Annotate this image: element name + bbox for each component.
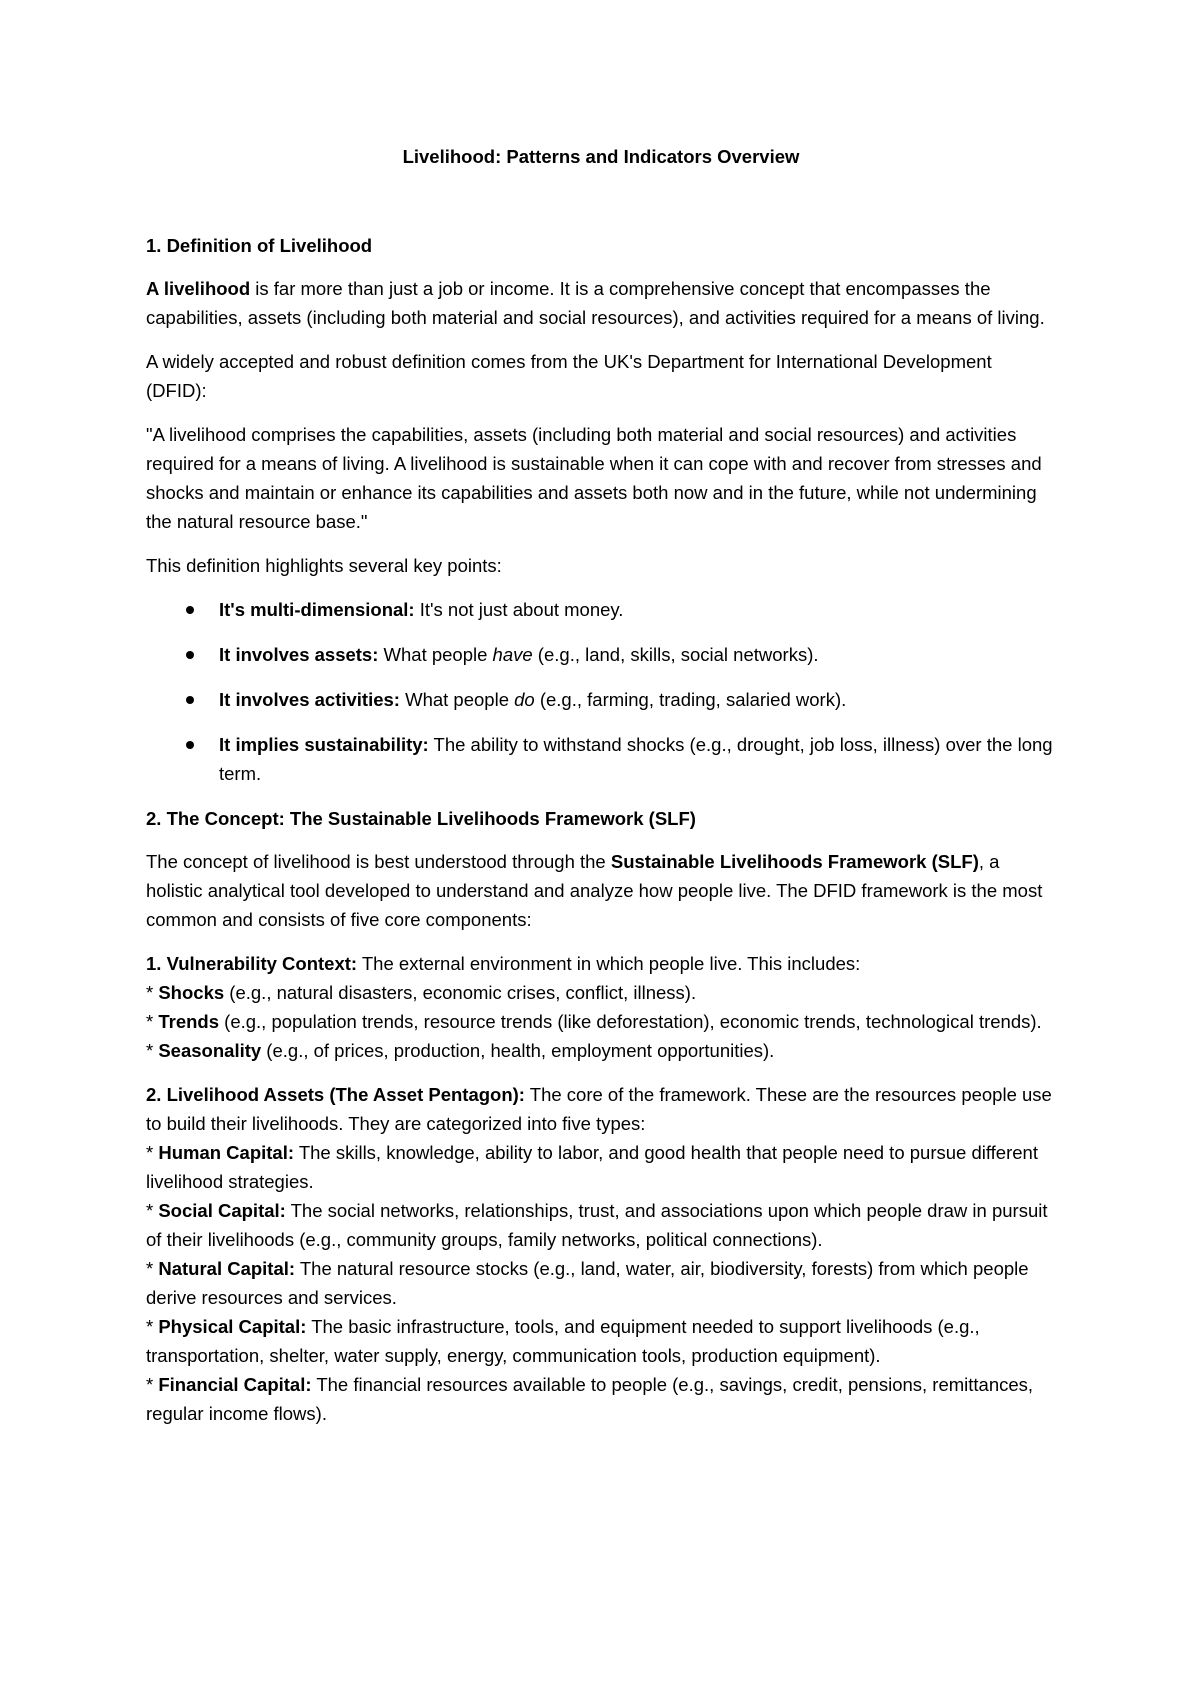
bullet-icon — [186, 696, 194, 704]
list-item: * Seasonality (e.g., of prices, production, health, employment opportunities). — [146, 1040, 775, 1061]
vulnerability-item-text: (e.g., population trends, resource trends (like deforestation), economic trends, technological trends). — [219, 1011, 1042, 1032]
asset-item-text: The social networks, relationships, trust, and associations upon which people draw in pursuit of their livelihoods (e.g., community groups, family networks, political connections). — [146, 1200, 1048, 1250]
slf-intro-paragraph — [146, 847, 1056, 934]
list-item: * Shocks (e.g., natural disasters, economic crises, conflict, illness). — [146, 982, 697, 1003]
livelihood-intro-paragraph — [146, 274, 1056, 332]
asset-item-label: Natural Capital: — [158, 1258, 296, 1279]
asset-item-text: The natural resource stocks (e.g., land, water, air, biodiversity, forests) from which people derive resources and services. — [146, 1258, 1029, 1308]
section-1-heading: 1. Definition of Livelihood — [146, 235, 373, 256]
dfid-intro-paragraph: A widely accepted and robust definition comes from the UK's Department for International Development (DFID): — [146, 351, 992, 401]
keypoints-intro: This definition highlights several key points: — [146, 555, 502, 576]
vulnerability-item-label: Seasonality — [158, 1040, 262, 1061]
document-title: Livelihood: Patterns and Indicators Overview — [402, 146, 800, 167]
dfid-quote-paragraph: "A livelihood comprises the capabilities, assets (including both material and social resources) and activities required for a means of living. A livelihood is sustainable when it can cope with and recover from stresses and shocks and maintain or enhance its capabilities and assets both now and in the future, while not undermining the natural resource base." — [146, 424, 1042, 532]
keypoint-label: It implies sustainability: — [219, 734, 429, 755]
keypoint-text-post: (e.g., land, skills, social networks). — [532, 644, 819, 665]
vulnerability-context-block — [146, 949, 1056, 1065]
vulnerability-item-text: (e.g., of prices, production, health, employment opportunities). — [261, 1040, 775, 1061]
keypoint-text-post: (e.g., farming, trading, salaried work). — [534, 689, 847, 710]
list-item: * Natural Capital: The natural resource stocks (e.g., land, water, air, biodiversity, forests) from which people derive resources and services. — [146, 1258, 1029, 1308]
list-item: * Social Capital: The social networks, relationships, trust, and associations upon which people draw in pursuit of their livelihoods (e.g., community groups, family networks, political connections). — [146, 1200, 1048, 1250]
vulnerability-label: 1. Vulnerability Context: — [146, 953, 358, 974]
vulnerability-header — [146, 949, 1056, 978]
asset-item-text: The basic infrastructure, tools, and equipment needed to support livelihoods (e.g., transportation, shelter, water supply, energy, communication tools, production equipment). — [146, 1316, 980, 1366]
bullet-icon — [186, 651, 194, 659]
list-item — [146, 730, 1056, 788]
bullet-icon — [186, 606, 194, 614]
keypoint-text: What people — [378, 644, 493, 665]
list-item — [146, 685, 1056, 714]
assets-label: 2. Livelihood Assets (The Asset Pentagon): — [146, 1084, 525, 1105]
vulnerability-item-label: Trends — [158, 1011, 220, 1032]
keypoint-text: The ability to withstand shocks (e.g., drought, job loss, illness) over the long term. — [219, 734, 1053, 784]
intro-lead-bold: A livelihood — [146, 278, 251, 299]
keypoint-emphasis: have — [492, 644, 533, 665]
asset-item-label: Social Capital: — [158, 1200, 286, 1221]
keypoint-label: It's multi-dimensional: — [219, 599, 415, 620]
slf-intro-bold: Sustainable Livelihoods Framework (SLF) — [610, 851, 979, 872]
assets-text: The core of the framework. These are the resources people use to build their livelihoods. They are categorized into five types: — [146, 1084, 1052, 1134]
vulnerability-item-text: (e.g., natural disasters, economic crises, conflict, illness). — [224, 982, 697, 1003]
document-page — [146, 142, 1056, 1443]
keypoint-emphasis: do — [514, 689, 535, 710]
keypoint-text: It's not just about money. — [414, 599, 624, 620]
vulnerability-text: The external environment in which people live. This includes: — [357, 953, 861, 974]
list-item — [146, 595, 1056, 624]
asset-item-label: Human Capital: — [158, 1142, 295, 1163]
list-item — [146, 640, 1056, 669]
slf-intro-pre: The concept of livelihood is best understood through the — [146, 851, 611, 872]
list-item: * Trends (e.g., population trends, resource trends (like deforestation), economic trends, technological trends). — [146, 1011, 1042, 1032]
asset-item-text: The financial resources available to people (e.g., savings, credit, pensions, remittances, regular income flows). — [146, 1374, 1034, 1424]
list-item: * Physical Capital: The basic infrastructure, tools, and equipment needed to support livelihoods (e.g., transportation, shelter, water supply, energy, communication tools, production equipment). — [146, 1316, 980, 1366]
slf-intro-post: , a holistic analytical tool developed to understand and analyze how people live. The DFID framework is the most common and consists of five core components: — [146, 851, 1043, 930]
assets-header — [146, 1080, 1056, 1138]
vulnerability-item-label: Shocks — [158, 982, 225, 1003]
keypoints-list — [146, 595, 1056, 788]
keypoint-label: It involves activities: — [219, 689, 400, 710]
asset-item-label: Financial Capital: — [158, 1374, 312, 1395]
keypoint-text: What people — [399, 689, 515, 710]
keypoint-label: It involves assets: — [219, 644, 379, 665]
section-2-heading: 2. The Concept: The Sustainable Livelihoods Framework (SLF) — [146, 808, 696, 829]
asset-item-text: The skills, knowledge, ability to labor, and good health that people need to pursue different livelihood strategies. — [146, 1142, 1038, 1192]
livelihood-assets-block — [146, 1080, 1056, 1428]
list-item: * Financial Capital: The financial resources available to people (e.g., savings, credit, pensions, remittances, regular income flows). — [146, 1374, 1034, 1424]
intro-rest: is far more than just a job or income. It is a comprehensive concept that encompasses the capabilities, assets (including both material and social resources), and activities required for a means of living. — [146, 278, 1045, 328]
bullet-icon — [186, 741, 194, 749]
asset-item-label: Physical Capital: — [158, 1316, 307, 1337]
list-item: * Human Capital: The skills, knowledge, ability to labor, and good health that people need to pursue different livelihood strategies. — [146, 1142, 1038, 1192]
